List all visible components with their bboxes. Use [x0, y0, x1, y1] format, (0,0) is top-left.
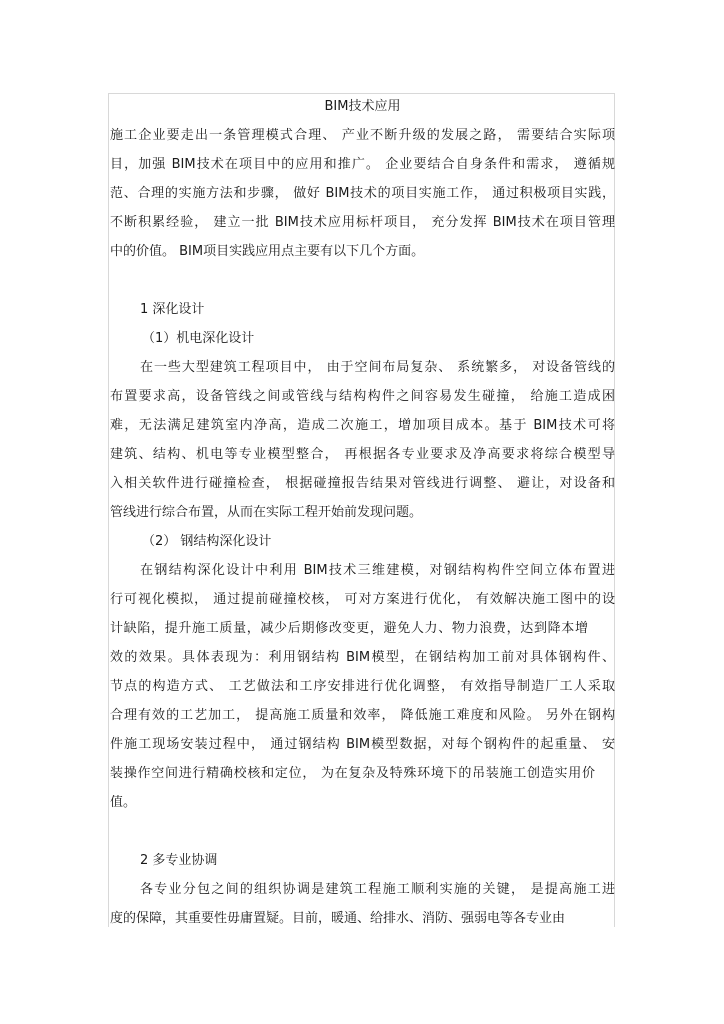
paragraph-line: 不断积累经验， 建立一批 BIM技术应用标杆项目， 充分发挥 BIM技术在项目管理 [110, 215, 615, 230]
section-heading: 2 多专业协调 [140, 853, 218, 868]
paragraph-line: 效的效果。具体表现为：利用钢结构 BIM模型，在钢结构加工前对具体钢构件、 [110, 650, 615, 665]
paragraph-line: 合理有效的工艺加工， 提高施工质量和效率， 降低施工难度和风险。 另外在钢构 [110, 708, 615, 723]
paragraph-line: 范、合理的实施方法和步骤， 做好 BIM技术的项目实施工作， 通过积极项目实践， [110, 186, 615, 201]
paragraph-line: 行可视化模拟， 通过提前碰撞校核， 可对方案进行优化， 有效解决施工图中的设 [110, 592, 615, 607]
paragraph-line: 难，无法满足建筑室内净高，造成二次施工，增加项目成本。基于 BIM技术可将 [110, 418, 615, 433]
paragraph-line: 各专业分包之间的组织协调是建筑工程施工顺利实施的关键， 是提高施工进 [140, 882, 615, 897]
subsection-heading: （1）机电深化设计 [142, 331, 255, 346]
paragraph-line: 值。 [110, 795, 137, 810]
paragraph-line: 度的保障，其重要性毋庸置疑。目前，暖通、给排水、消防、强弱电等各专业由 [110, 911, 566, 926]
paragraph-line: 入相关软件进行碰撞检查， 根据碰撞报告结果对管线进行调整、 避让，对设备和 [110, 476, 615, 491]
subsection-heading: （2） 钢结构深化设计 [142, 534, 272, 549]
section-heading: 1 深化设计 [140, 302, 205, 317]
paragraph-line: 节点的构造方式、 工艺做法和工序安排进行优化调整， 有效指导制造厂工人采取 [110, 679, 615, 694]
paragraph-line: 管线进行综合布置，从而在实际工程开始前发现问题。 [110, 505, 423, 520]
paragraph-line: 目，加强 BIM技术在项目中的应用和推广。 企业要结合自身条件和需求， 遵循规 [110, 157, 615, 172]
paragraph-line: 装操作空间进行精确校核和定位， 为在复杂及特殊环境下的吊装施工创造实用价 [110, 766, 595, 781]
paragraph-line: 中的价值。 BIM项目实践应用点主要有以下几个方面。 [110, 244, 425, 259]
paragraph-line: 布置要求高，设备管线之间或管线与结构构件之间容易发生碰撞， 给施工造成困 [110, 389, 615, 404]
paragraph-line: 件施工现场安装过程中， 通过钢结构 BIM模型数据，对每个钢构件的起重量、 安 [110, 737, 615, 752]
paragraph-line: 施工企业要走出一条管理模式合理、 产业不断升级的发展之路， 需要结合实际项 [110, 128, 615, 143]
paragraph-line: 建筑、结构、机电等专业模型整合， 再根据各专业要求及净高要求将综合模型导 [110, 447, 615, 462]
paragraph-line: 计缺陷，提升施工质量，减少后期修改变更，避免人力、物力浪费，达到降本增 [110, 621, 588, 636]
paragraph-line: 在钢结构深化设计中利用 BIM技术三维建模，对钢结构构件空间立体布置进 [140, 563, 615, 578]
document-title: BIM技术应用 [324, 99, 401, 114]
paragraph-line: 在一些大型建筑工程项目中， 由于空间布局复杂、 系统繁多， 对设备管线的 [140, 360, 615, 375]
